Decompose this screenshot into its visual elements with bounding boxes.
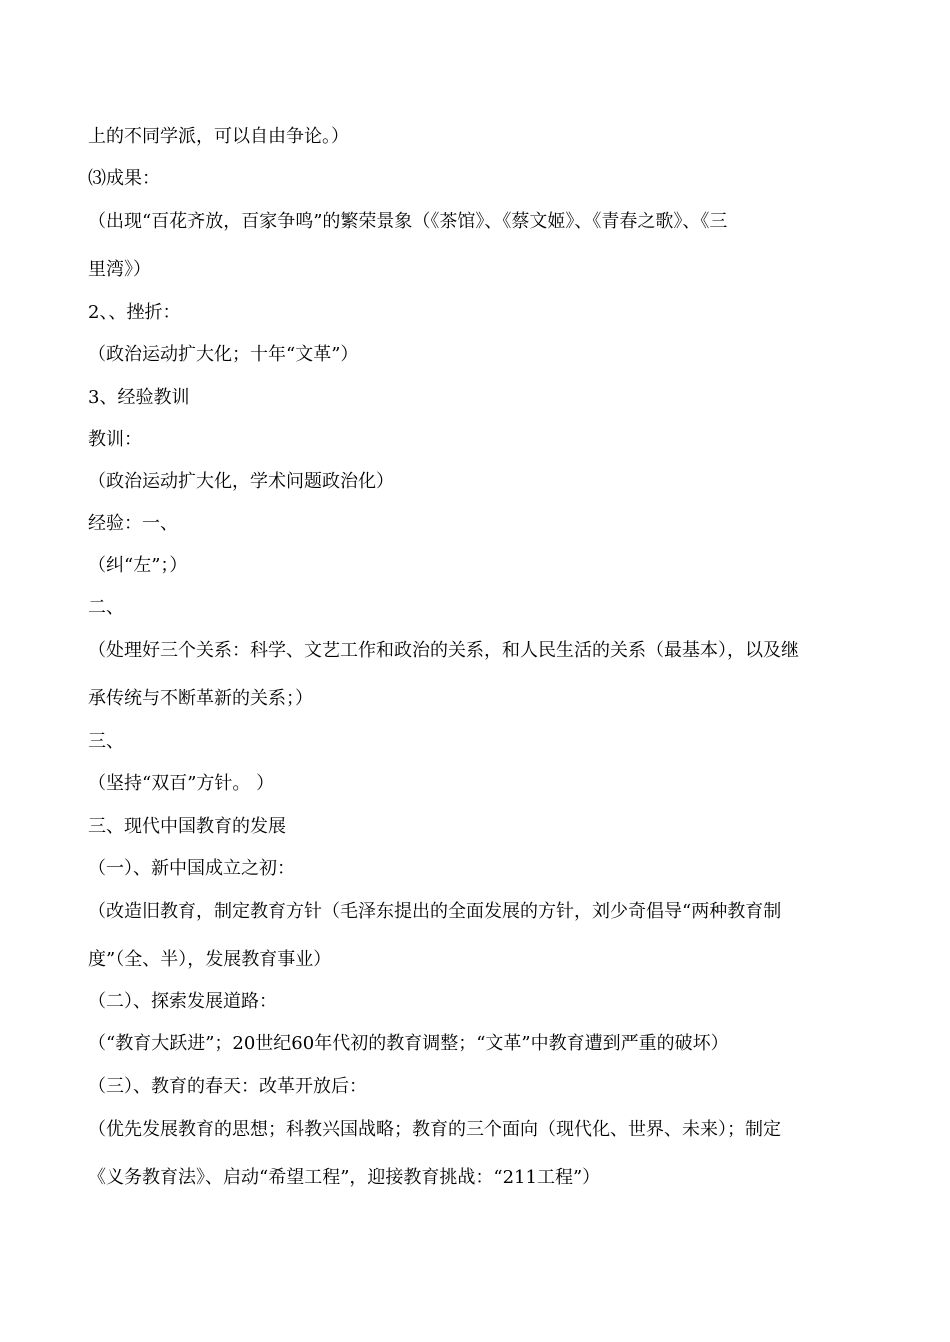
text-line: 《义务教育法》、启动“希望工程”，迎接教育挑战：“211工程”） bbox=[88, 1167, 601, 1188]
text-line: （纠“左”；） bbox=[88, 555, 188, 576]
document-page bbox=[88, 0, 868, 1342]
text-line: ⑶成果： bbox=[88, 168, 160, 189]
text-line: （政治运动扩大化，学术问题政治化） bbox=[88, 471, 394, 492]
text-line: （“教育大跃进”；20世纪60年代初的教育调整；“文革”中教育遭到严重的破坏） bbox=[88, 1033, 729, 1054]
text-line: 度”（全、半），发展教育事业） bbox=[88, 949, 332, 970]
text-line: 里湾》） bbox=[88, 259, 151, 280]
text-line: （三）、教育的春天：改革开放后： bbox=[88, 1076, 367, 1097]
text-line: （坚持“双百”方针。 ） bbox=[88, 773, 275, 794]
text-line: 承传统与不断革新的关系；） bbox=[88, 688, 313, 709]
text-line: （政治运动扩大化；十年“文革”） bbox=[88, 344, 359, 365]
text-line: 上的不同学派，可以自由争论。） bbox=[88, 126, 349, 147]
text-line: （二）、探索发展道路： bbox=[88, 991, 277, 1012]
text-line: 三、 bbox=[88, 731, 124, 752]
text-line: 三、现代中国教育的发展 bbox=[88, 816, 286, 837]
text-line: （处理好三个关系：科学、文艺工作和政治的关系，和人民生活的关系（最基本），以及继 bbox=[88, 640, 799, 661]
text-line: 3、经验教训 bbox=[88, 387, 190, 408]
text-line: （出现“百花齐放，百家争鸣”的繁荣景象（《茶馆》、《蔡文姬》、《青春之歌》、《三 bbox=[88, 211, 728, 232]
text-line: （改造旧教育，制定教育方针（毛泽东提出的全面发展的方针，刘少奇倡导“两种教育制 bbox=[88, 901, 782, 922]
text-line: 教训： bbox=[88, 429, 142, 450]
text-line: 经验：一、 bbox=[88, 513, 178, 534]
text-line: 二、 bbox=[88, 597, 124, 618]
text-line: （一）、新中国成立之初： bbox=[88, 858, 295, 879]
text-line: （优先发展教育的思想；科教兴国战略；教育的三个面向（现代化、世界、未来）；制定 bbox=[88, 1119, 781, 1140]
text-line: 2、、挫折： bbox=[88, 302, 181, 323]
